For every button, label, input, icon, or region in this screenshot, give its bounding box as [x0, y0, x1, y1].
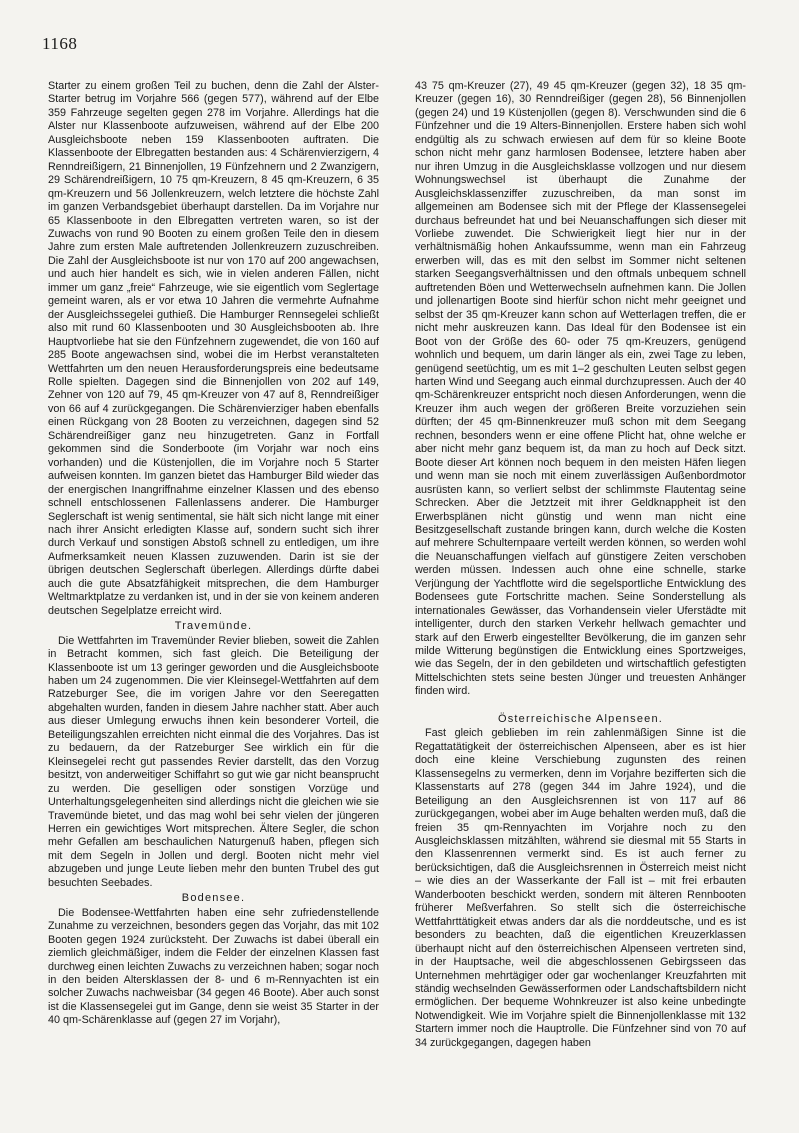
section-heading-bodensee: Bodensee. — [181, 892, 246, 905]
paragraph-alpenseen: Fast gleich geblieben im rein zahlenmäßigen Sinne ist die Regattatätigkeit der österreichischen Alpenseen, aber es ist hier doch eine kleine Verschiebung zugunsten des reinen Klassensegelns zu vermerken, denn im Vorjahre bezifferten sich die Klassenstarts auf 278 (gegen 344 im Jahre 1924), und die Beteiligung an den Ausgleichsrennen ist von 117 auf 86 zurückgegangen, wobei aber im Auge behalten werden muß, daß die freien 35 qm-Rennyachten im Vorjahre noch zu den Ausgleichsklassen mitzählten, während sie diesmal mit 55 Starts in den Klassenrennen vermerkt sind. Es ist auch ferner zu berücksichtigen, daß die Ausgleichsrennen in Österreich meist nicht – wie dies an der Wasserkante der Fall ist – mit frei erbauten Wanderbooten beschickt werden, sondern mit älteren Rennbooten früherer Meßverfahren. So stellt sich die österreichische Wettfahrttätigkeit etwas anders dar als die norddeutsche, und es ist besonders zu beachten, daß die eigentlichen Kreuzerklassen überhaupt nicht auf den österreichischen Alpenseen vertreten sind, in der Hauptsache, weil die abgeschlossenen Gebirgsseen das Unternehmen mehrtägiger oder gar wochenlanger Kreuzfahrten mit ständig wechselnden Gewässerformen oder Landschaftsbildern nicht ermöglichen. Der bequeme Wohnkreuzer ist also keine unbedingte Notwendigkeit. Wie im Vorjahre spielt die Binnenjollenklasse mit 132 Startern immer noch die Hauptrolle. Die Fünfzehner sind von 70 auf 34 zurückgegangen, dagegen haben — [415, 727, 746, 1049]
right-column — [415, 80, 746, 1050]
paragraph-bodensee-start: Die Bodensee-Wettfahrten haben eine sehr zufriedenstellende Zunahme zu verzeichnen, besonders gegen das Vorjahr, das mit 102 Booten gegen 1924 zurücksteht. Der Zuwachs ist dabei überall ein ziemlich gleichmäßiger, indem die Felder der einzelnen Klassen fast durchweg einen leichten Zuwachs zu verzeichnen haben; sogar noch in den beiden Altersklassen der 8- und 6 m-Rennyachten ist ein solcher Zuwachs nachweisbar (34 gegen 46 Boote). Aber auch sonst ist die Klassensegelei gut im Gange, denn sie weist 35 Starter in der 40 qm-Schärenklasse auf (gegen 27 im Vorjahr), — [48, 906, 379, 1027]
section-heading-alpenseen: Österreichische Alpenseen. — [497, 712, 664, 725]
paragraph-bodensee-continued: 43 75 qm-Kreuzer (27), 49 45 qm-Kreuzer (gegen 32), 18 35 qm-Kreuzer (gegen 16), 30 Renndreißiger (gegen 28), 56 Binnenjollen (gegen 24) und 19 Küstenjollen (gegen 8). Verschwunden sind die 6 Fünfzehner und die 19 Alters-Binnenjollen. Erstere haben sich wohl endgültig als zu schwach erwiesen auf dem für so kleine Boote schon nicht mehr ganz harmlosen Bodensee, letztere haben aber nur ihren Umzug in die Ausgleichsklasse vollzogen und nur diesem Wohnungswechsel ist überhaupt die Zunahme der Ausgleichsklassenziffer zuzuschreiben, da man sonst im allgemeinen am Bodensee sich mit der Pflege der Klassensegelei durchaus befreundet hat und bei Neuanschaffungen sich dieser mit Vorliebe zuwendet. Die Schwierigkeit liegt hier nur in der verhältnismäßig hohen Ankaufssumme, wenn man ein Fahrzeug erwerben will, das es mit den selbst im Sommer nicht seltenen starken Seegangsverhältnissen und den oftmals unbequem schnell auftretenden Böen und Wetterwechseln aufnehmen kann. Die Jollen und jollenartigen Boote sind hierfür schon nicht mehr geeignet und selbst der 35 qm-Kreuzer kann schon auf Wetterlagen treffen, die er nicht mehr auskreuzen kann. Das Ideal für den Bodensee ist ein Boot von der Größe des 60- oder 75 qm-Kreuzers, genügend wohnlich und bequem, um darin länger als ein, zwei Tage zu leben, genügend seetüchtig, um es mit 1–2 geschulten Leuten selbst gegen harten Wind und Seegang auch einmal durchzupressen. Auch der 40 qm-Schärenkreuzer entspricht noch diesen Anforderungen, wenn die Kreuzer ihm auch wegen der größeren Breite vorzuziehen sein dürften; der 45 qm-Binnenkreuzer muß schon mit dem Seegang rechnen, besonders wenn er eine offene Plicht hat, ohne welche er aber nicht mehr ganz bequem ist, da man zu hoch auf Deck sitzt. Boote dieser Art können noch bequem in den meisten Häfen liegen und wenn man sie noch mit einem zuverlässigen Außenbordmotor ausrüsten kann, so verliert selbst der schlimmste Flautentag seine Schrecken. Aber die Jetztzeit mit ihrer Geldknappheit ist den Erwerbsplänen nicht günstig und wenn man nicht eine Besitzgesellschaft zustande bringen kann, durch welche die Kosten auf mehrere Schulternpaare verteilt werden können, so werden wohl die Neuanschaffungen vielfach auf günstigere Zeiten verschoben werden müssen. Indessen auch ohne eine schnelle, starke Verjüngung der Yachtflotte wird die segelsportliche Entwicklung des Bodensees gute Fortschritte machen. Seine Sonderstellung als internationales Gewässer, das Vorhandensein vieler Uferstädte mit intelligenter, durch den starken Verkehr hellwach gemachter und stark auf den Erwerb eingestellter Bevölkerung, die im ganzen sehr milde Witterung begünstigen die Entwicklung eines Sportzweiges, wie das Segeln, der in den gebildeten und wirtschaftlich gefestigten Mittelschichten stets seine besten Jünger und treuesten Anhänger finden wird. — [415, 80, 746, 698]
paragraph-travemuende: Die Wettfahrten im Travemünder Revier blieben, soweit die Zahlen in Betracht kommen, sich fast gleich. Die Beteiligung der Klassenboote ist um 13 geringer geworden und die Ausgleichsboote haben um 24 zugenommen. Die vier Kleinsegel-Wettfahrten auf dem Ratzeburger See, die im vorigen Jahre vor den Seeregatten abgehalten wurden, fanden in diesem Jahre nachher statt. Aber auch aus dieser Umlegung erwuchs ihnen kein besonderer Vorteil, die Beteiligungszahlen erreichten nicht einmal die des Vorjahres. Das ist zu bedauern, da der Ratzeburger See wirklich ein für die Kleinsegelei recht gut passendes Revier darstellt, das den Vorzug besitzt, von anderweitiger Schiffahrt so gut wie gar nicht beansprucht zu werden. Die geselligen oder sonstigen Vorzüge und Unterhaltungsgelegenheiten sind allerdings nicht die gleichen wie sie Travemünde bietet, und das mag wohl bei sehr vielen der jüngeren Herren ein gewichtiges Wort mitsprechen. Ältere Segler, die schon mehr Gefallen am beschaulichen Naturgenuß haben, pflegen sich mit dem Segeln in Jollen und dergl. Booten nicht mehr viel abzugeben und junge Leute lieben mehr den bunten Trubel des gut besuchten Seebades. — [48, 634, 379, 889]
left-column — [48, 80, 379, 1028]
paragraph-alster-elbe: Starter zu einem großen Teil zu buchen, denn die Zahl der Alster-Starter betrug im Vorjahre 566 (gegen 577), während auf der Elbe 359 Fahrzeuge segelten gegen 278 im Vorjahre. Allerdings hat die Alster nur Klassenboote aufzuweisen, während auf der Elbe 200 Ausgleichsboote neben 159 Klassenbooten auftraten. Die Klassenboote der Elbregatten bestanden aus: 4 Schärenvierzigern, 4 Renndreißigern, 21 Binnenjollen, 19 Fünfzehnern und 2 Zwanzigern, 29 Schärendreißigern, 10 75 qm-Kreuzern, 8 45 qm-Kreuzern, 6 35 qm-Kreuzern und 56 Jollenkreuzern, welch letztere die höchste Zahl im ganzen Verbandsgebiet überhaupt darstellen. Da im Vorjahre nur 65 Klassenboote in den Elbregatten vertreten waren, so ist der Zuwachs von rund 90 Booten zu einem großen Teile den in diesem Jahre zum ersten Male auftretenden Jollenkreuzern zuzuschreiben. Die Zahl der Ausgleichsboote ist nur von 170 auf 200 angewachsen, und auch hier handelt es sich, wie in vielen anderen Fällen, nicht immer um ganz „freie“ Fahrzeuge, wie sie eigentlich vom Seglertage gemeint waren, als er vor etwa 10 Jahren die vermehrte Aufnahme der Ausgleichssegelei guthieß. Die Hamburger Rennsegelei schließt also mit rund 60 Klassenbooten und 30 Ausgleichsbooten ab. Ihre Hauptvorliebe hat sie den Fünfzehnern zugewendet, die von 160 auf 285 Boote angewachsen sind, wobei die im Herbst veranstalteten Wettfahrten um den neuen Herausforderungspreis eine bedeutsame Rolle spielten. Dagegen sind die Binnenjollen von 202 auf 149, Zehner von 120 auf 79, 45 qm-Kreuzer von 47 auf 8, Renndreißiger von 66 auf 4 zurückgegangen. Die Schärenvierziger haben ebenfalls einen Rückgang von 28 Booten zu verzeichnen, dagegen sind 52 Schärendreißiger ganz neu hinzugetreten. Ganz in Fortfall gekommen sind die Sonderboote (im Vorjahr war noch eins vorhanden) und die Küstenjollen, die im Vorjahre noch 5 Starter aufweisen konnten. Im ganzen bietet das Hamburger Bild wieder das der energischen Inangriffnahme einzelner Klassen und des ebenso schnell entschlossenen Fallenlassens anderer. Die Hamburger Seglerschaft ist wenig sentimental, sie hält sich nicht lange mit einer nach ihrer Ansicht erledigten Klasse auf, sondern sucht sich ihrer durch Verkauf und sonstigen Abstoß schnell zu entledigen, um ihre Aufmerksamkeit neuen Klassen zuzuwenden. Darin ist sie der übrigen deutschen Seglerschaft überlegen. Allerdings dürfte dabei auch die gute Absatzfähigkeit mitsprechen, die dem Hamburger Weltmarktplatze zu verdanken ist, und in der sie von keinem anderen deutschen Segelplatze erreicht wird. — [48, 80, 379, 617]
page-number: 1168 — [42, 34, 78, 53]
section-heading-travemuende: Travemünde. — [174, 620, 253, 633]
